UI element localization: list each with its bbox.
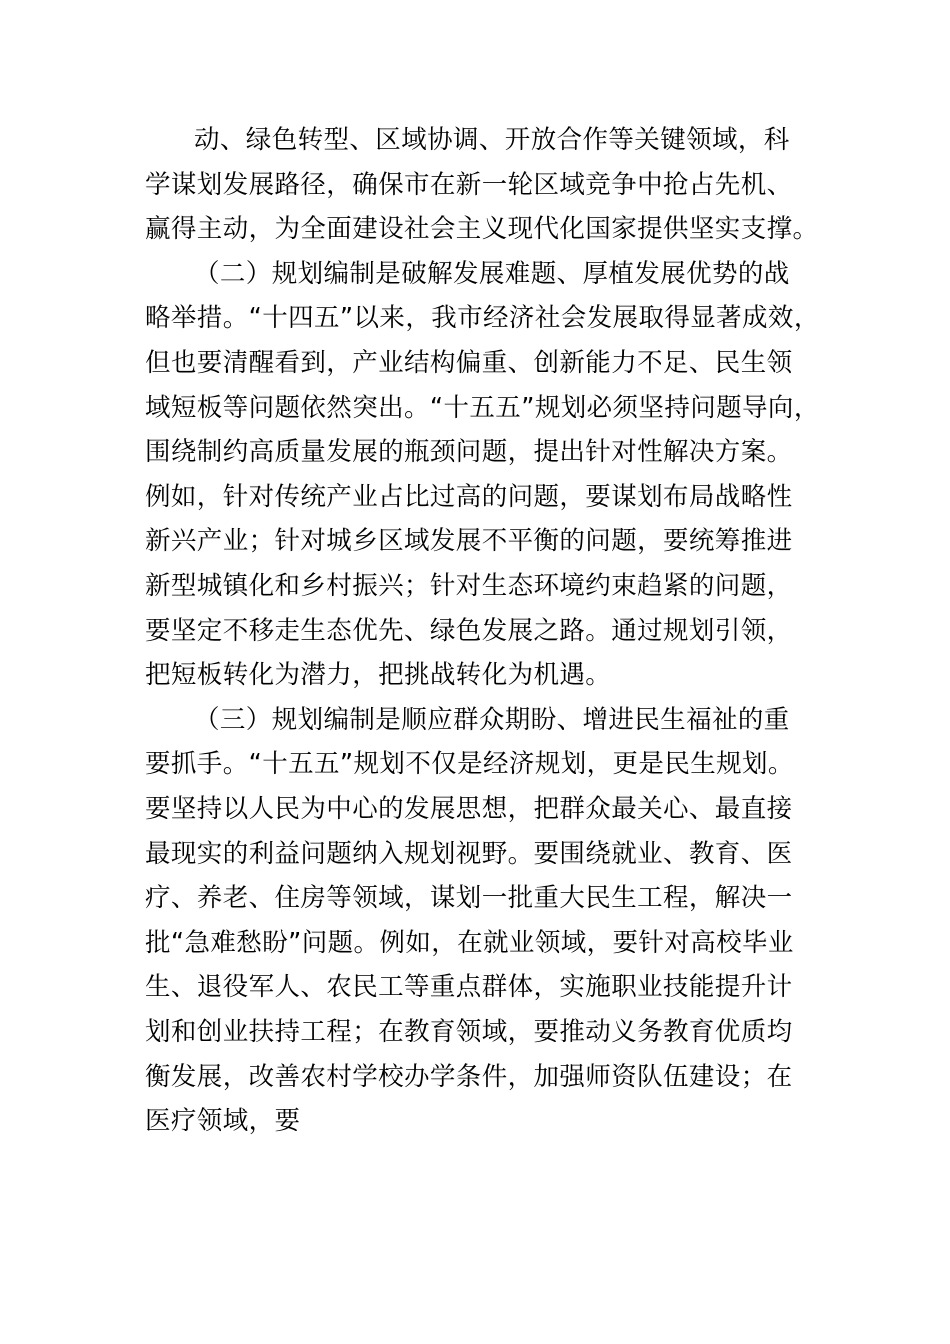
text-line: 域短板等问题依然突出。“十五五”规划必须坚持问题导向，	[145, 392, 820, 423]
text-line: 要抓手。“十五五”规划不仅是经济规划，更是民生规划。	[145, 749, 794, 780]
text-line: 新型城镇化和乡村振兴；针对生态环境约束趋紧的问题，	[145, 571, 793, 601]
text-line: 批“急难愁盼”问题。例如，在就业领域，要针对高校毕业	[145, 927, 794, 958]
text-line: 划和创业扶持工程；在教育领域，要推动义务教育优质均	[145, 1017, 793, 1047]
text-line: 最现实的利益问题纳入规划视野。要围绕就业、教育、医	[145, 838, 793, 869]
text-line: 把短板转化为潜力，把挑战转化为机遇。	[145, 660, 612, 691]
text-line: 动、绿色转型、区域协调、开放合作等关键领域，科	[194, 125, 790, 155]
text-line: 略举措。“十四五”以来，我市经济社会发展取得显著成效，	[145, 303, 820, 334]
text-line: 生、退役军人、农民工等重点群体，实施职业技能提升计	[145, 972, 793, 1003]
paragraph-heading-2: （二）规划编制是破解发展难题、厚植发展优势的战	[194, 258, 790, 289]
text-line: 新兴产业；针对城乡区域发展不平衡的问题，要统筹推进	[145, 526, 793, 557]
text-line: 学谋划发展路径，确保市在新一轮区域竞争中抢占先机、	[145, 169, 793, 200]
text-line: 疗、养老、住房等领域，谋划一批重大民生工程，解决一	[145, 883, 793, 914]
text-line: 要坚定不移走生态优先、绿色发展之路。通过规划引领，	[145, 615, 793, 646]
paragraph-heading-3: （三）规划编制是顺应群众期盼、增进民生福祉的重	[194, 704, 790, 735]
text-line: 要坚持以人民为中心的发展思想，把群众最关心、最直接	[145, 794, 793, 824]
text-line: 但也要清醒看到，产业结构偏重、创新能力不足、民生领	[145, 348, 793, 378]
text-line: 衡发展，改善农村学校办学条件，加强师资队伍建设；在	[145, 1061, 793, 1092]
text-line: 围绕制约高质量发展的瓶颈问题，提出针对性解决方案。	[145, 437, 793, 468]
text-line: 医疗领域，要	[145, 1106, 301, 1137]
text-line: 赢得主动，为全面建设社会主义现代化国家提供坚实支撑。	[145, 214, 819, 245]
text-line: 例如，针对传统产业占比过高的问题，要谋划布局战略性	[145, 481, 793, 512]
